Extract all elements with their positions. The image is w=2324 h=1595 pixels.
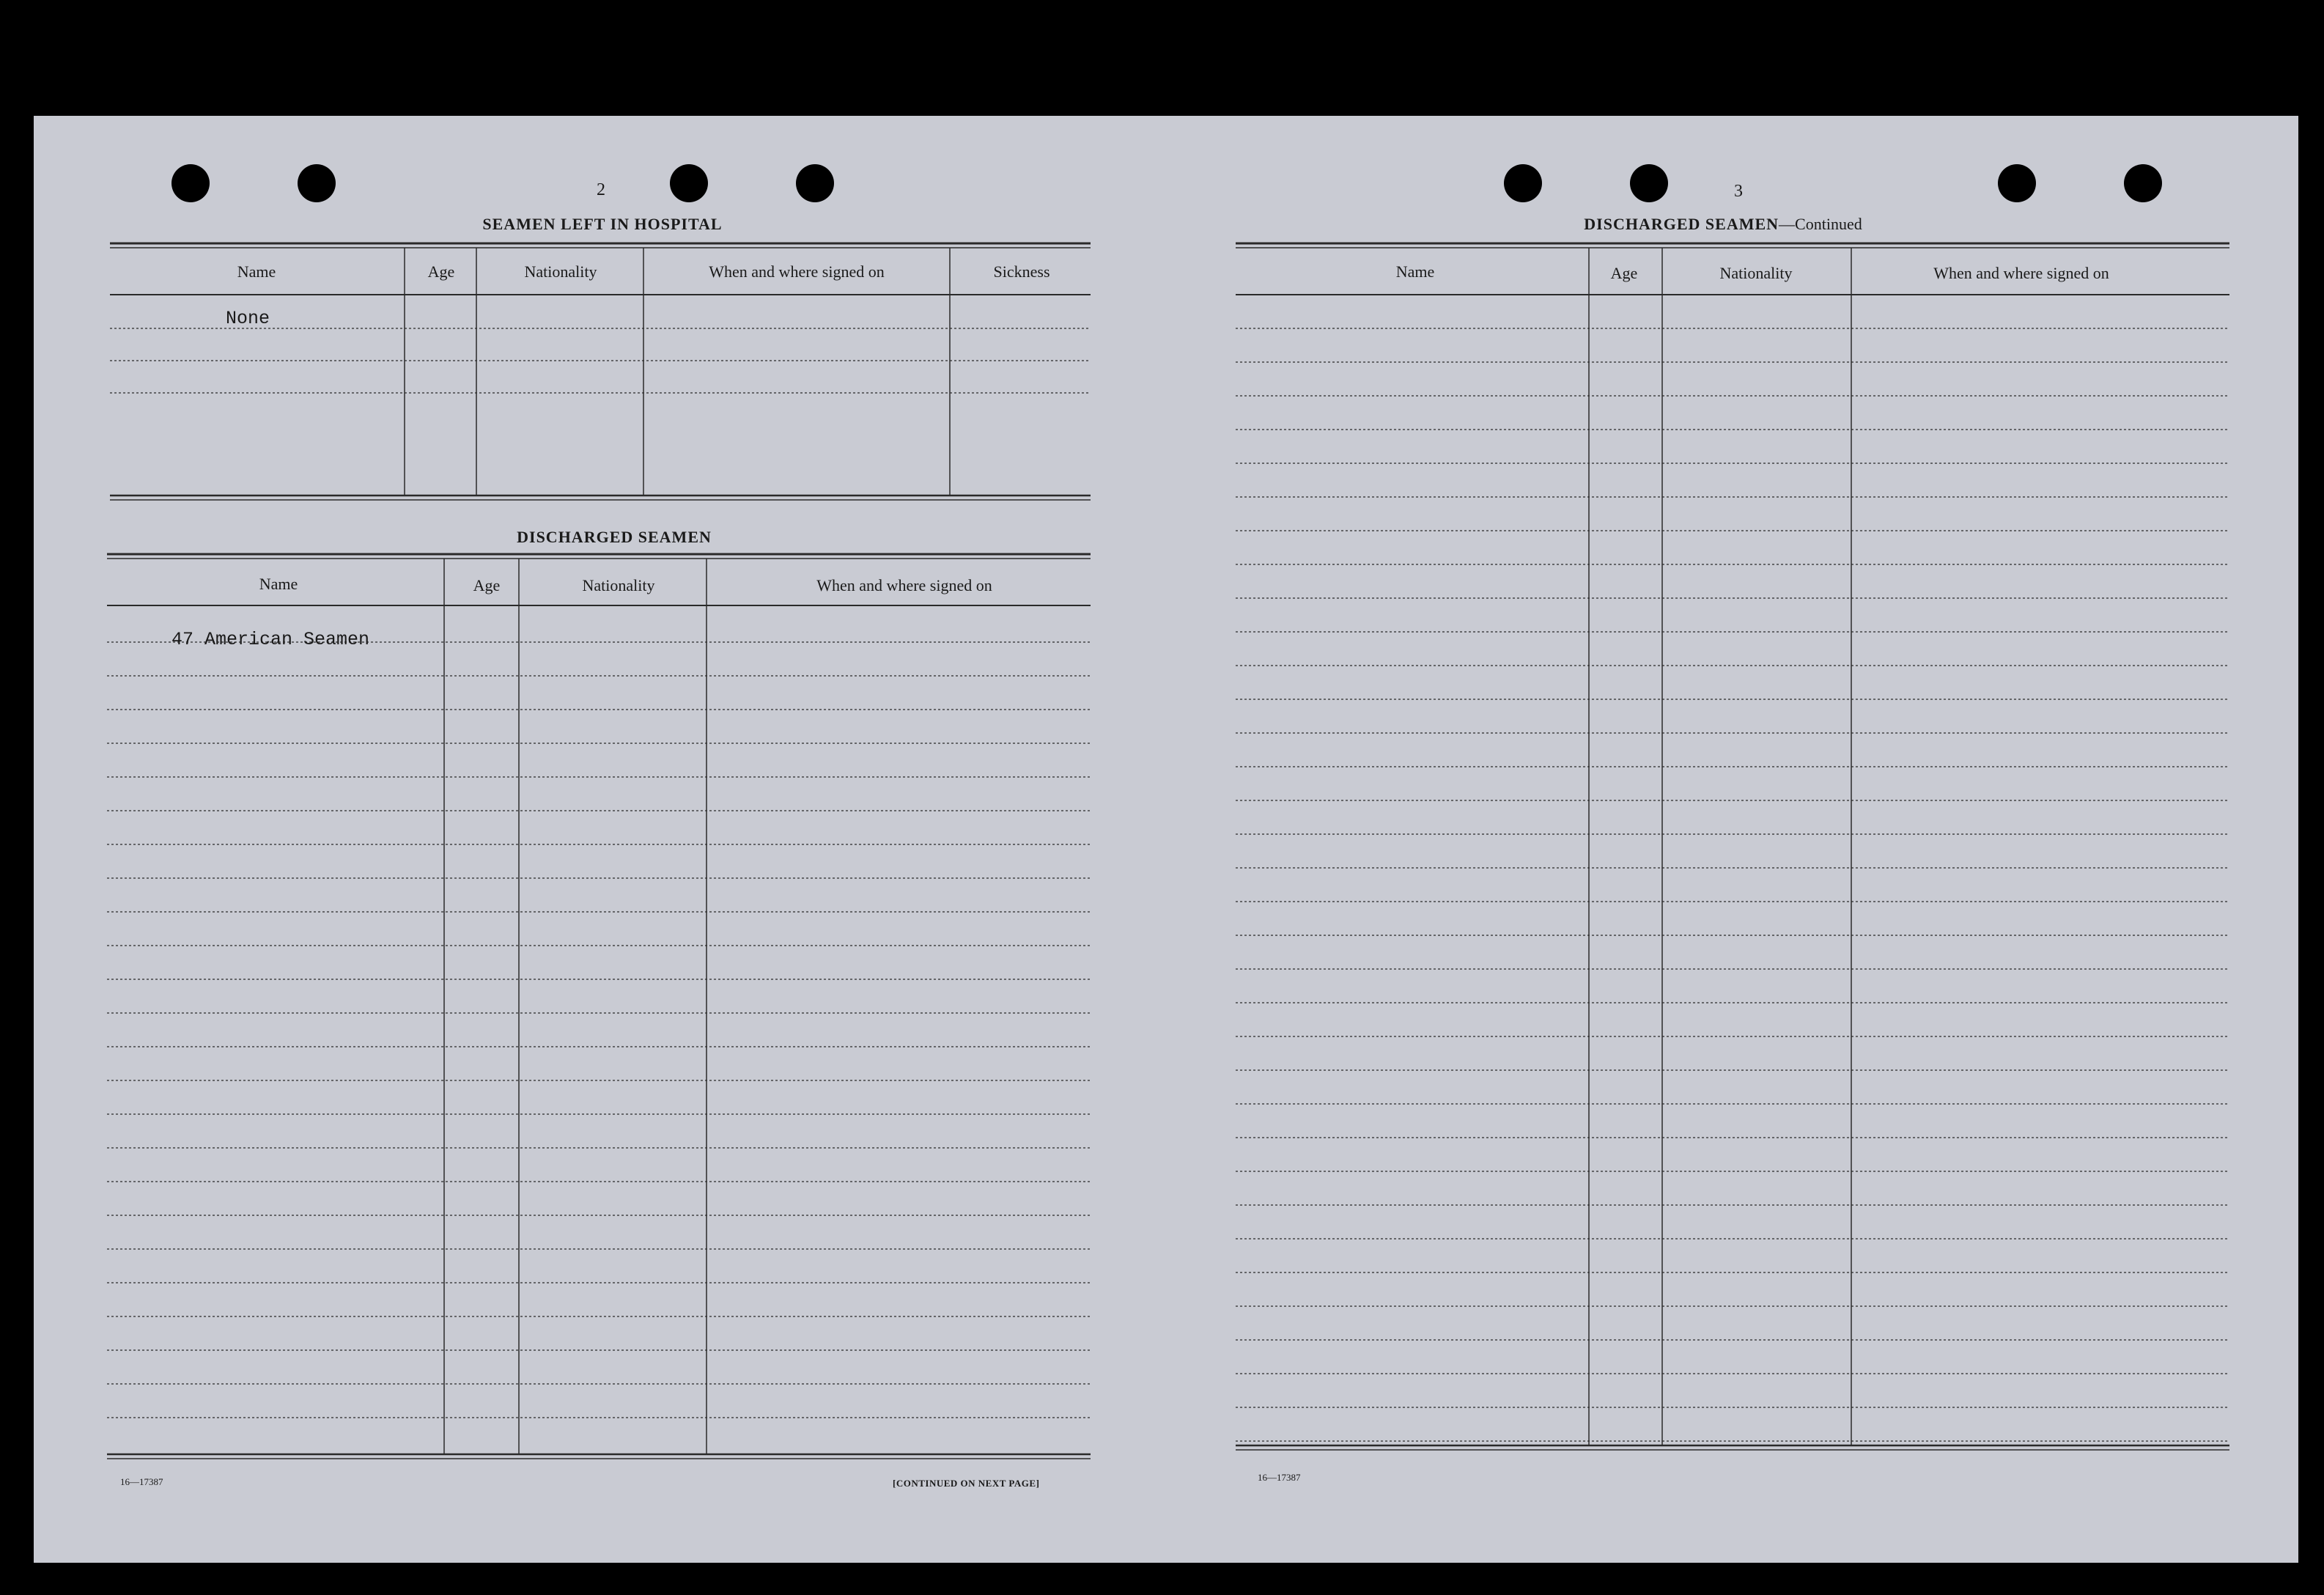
- right-section-title: [1584, 215, 1862, 234]
- right-col-signed-on: When and where signed on: [1933, 264, 2109, 282]
- hospital-entry-name: None: [226, 308, 270, 329]
- right-section-title-suffix: —Continued: [1779, 215, 1862, 233]
- right-col-age: Age: [1610, 264, 1638, 282]
- discharged-col-signed-on: When and where signed on: [816, 576, 992, 594]
- right-col-nationality: Nationality: [1719, 264, 1793, 282]
- hospital-col-signed-on: When and where signed on: [709, 262, 885, 281]
- table-rules: [34, 116, 2298, 1563]
- discharged-col-nationality: Nationality: [582, 576, 655, 594]
- page-number-right: 3: [1734, 182, 1743, 201]
- hospital-section-title: SEAMEN LEFT IN HOSPITAL: [482, 215, 723, 233]
- discharged-col-name: Name: [259, 575, 298, 593]
- hospital-col-sickness: Sickness: [993, 262, 1050, 281]
- discharged-col-age: Age: [473, 576, 501, 594]
- hospital-col-age: Age: [427, 262, 455, 281]
- hospital-col-name: Name: [237, 262, 276, 281]
- form-number-right: 16—17387: [1258, 1472, 1301, 1483]
- document-sheet: [34, 116, 2298, 1563]
- discharged-section-title: DISCHARGED SEAMEN: [517, 528, 712, 546]
- discharged-entry-name: 47 American Seamen: [171, 629, 370, 650]
- continued-note: [CONTINUED ON NEXT PAGE]: [893, 1478, 1040, 1489]
- page-number-left: 2: [597, 180, 605, 199]
- form-number-left: 16—17387: [120, 1476, 163, 1487]
- right-col-name: Name: [1395, 262, 1435, 281]
- right-section-title-main: DISCHARGED SEAMEN: [1584, 215, 1779, 233]
- hospital-col-nationality: Nationality: [524, 262, 597, 281]
